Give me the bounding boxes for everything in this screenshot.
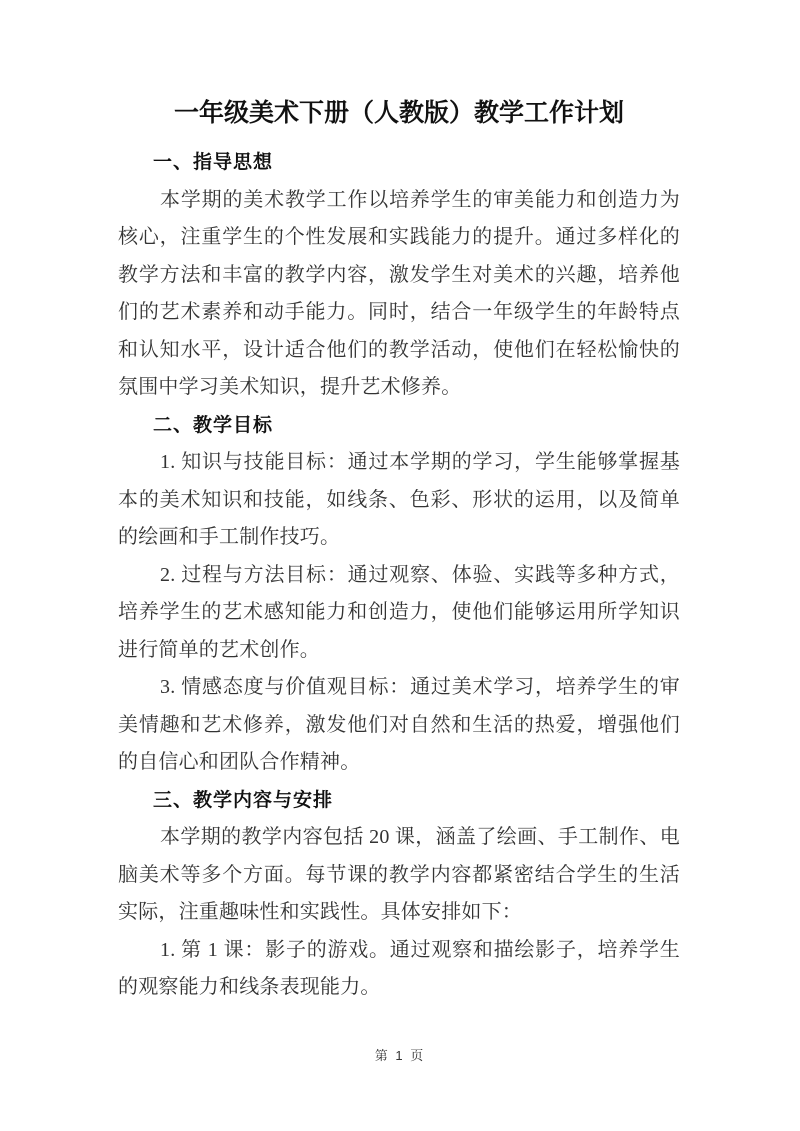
paragraph-content-overview: 本学期的教学内容包括 20 课，涵盖了绘画、手工制作、电脑美术等多个方面。每节课的教学内容都紧密结合学生的生活实际，注重趣味性和实践性。具体安排如下： — [118, 826, 680, 923]
paragraph-goal-process-methods: 2. 过程与方法目标：通过观察、体验、实践等多种方式，培养学生的艺术感知能力和创造力，使他们能够运用所学知识进行简单的艺术创作。 — [118, 563, 680, 661]
document-content — [118, 92, 680, 1007]
paragraph-guiding-ideology: 本学期的美术教学工作以培养学生的审美能力和创造力为核心，注重学生的个性发展和实践能力的提升。通过多样化的教学方法和丰富的教学内容，激发学生对美术的兴趣，培养他们的艺术素养和动手能力。同时，结合一年级学生的年龄特点和认知水平，设计适合他们的教学活动，使他们在轻松愉快的氛围中学习美术知识，提升艺术修养。 — [118, 188, 680, 398]
section-heading-teaching-goals: 二、教学目标 — [153, 414, 274, 436]
page-number: 第 1 页 — [374, 1048, 426, 1063]
paragraph-goal-knowledge-skills: 1. 知识与技能目标：通过本学期的学习，学生能够掌握基本的美术知识和技能，如线条、色彩、形状的运用，以及简单的绘画和手工制作技巧。 — [118, 451, 680, 548]
paragraph-lesson-1: 1. 第 1 课：影子的游戏。通过观察和描绘影子，培养学生的观察能力和线条表现能力。 — [118, 938, 680, 998]
section-heading-guiding-ideology: 一、指导思想 — [153, 152, 274, 173]
section-heading-content-arrangement: 三、教学内容与安排 — [153, 789, 334, 811]
paragraph-goal-emotion-values: 3. 情感态度与价值观目标：通过美术学习，培养学生的审美情趣和艺术修养，激发他们对自然和生活的热爱，增强他们的自信心和团队合作精神。 — [118, 676, 680, 773]
document-title: 一年级美术下册（人教版）教学工作计划 — [173, 99, 624, 127]
